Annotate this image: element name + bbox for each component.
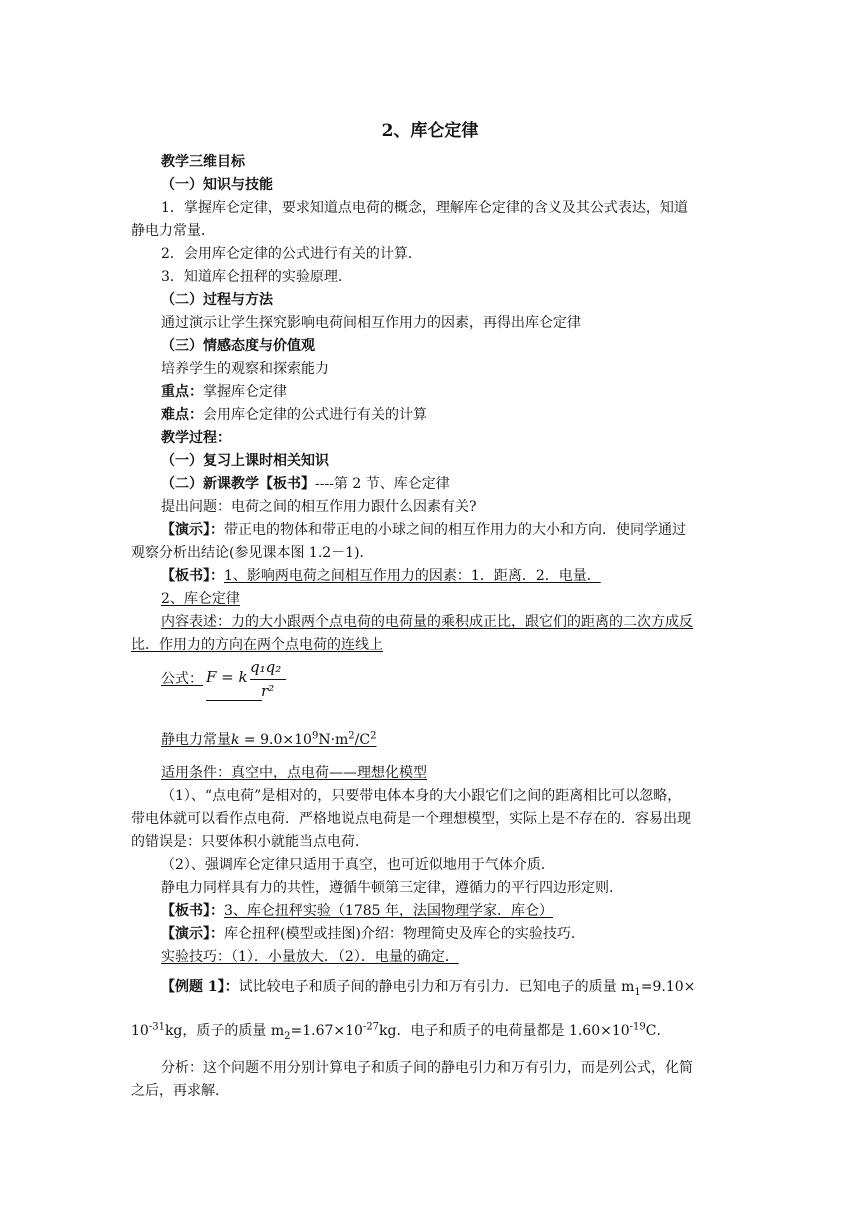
- difficult-point-text: 会用库仑定律的公式进行有关的计算: [203, 407, 427, 423]
- law-heading: 2、库仑定律: [161, 591, 240, 607]
- board-2-label: 【板书】：: [161, 903, 224, 919]
- new-lesson-line: [161, 474, 450, 494]
- demo-2-line: [161, 924, 585, 944]
- note-1-line-c: 的错误是：只要体积小就能当点电荷．: [131, 834, 369, 850]
- fraction-bar: [250, 679, 286, 680]
- skills-line: 实验技巧：（1）．小量放大．（2）．电量的确定．: [161, 949, 459, 965]
- key-point-text: 掌握库仑定律: [203, 384, 287, 400]
- example-b1: 10: [131, 1023, 149, 1039]
- knowledge-skills-heading: （一）知识与技能: [161, 177, 273, 193]
- example-b3: =1.67×10: [290, 1023, 363, 1039]
- objective-1-line-b: 静电力常量．: [131, 223, 215, 239]
- difficult-point: [161, 405, 427, 425]
- example-b1-exp: -31: [148, 1021, 165, 1033]
- objectives-heading: 教学三维目标: [161, 154, 245, 170]
- constant-unit-c: /C: [354, 732, 371, 748]
- process-method-text: 通过演示让学生探究影响电荷间相互作用力的因素，再得出库仑定律: [161, 315, 581, 331]
- note-1-line-b: 带电体就可以看作点电荷．严格地说点电荷是一个理想模型，实际上是不存在的．容易出现: [131, 811, 691, 827]
- key-point: [161, 382, 287, 402]
- example-b2-sub: 2: [284, 1030, 291, 1042]
- constant-exp: 9: [311, 730, 319, 742]
- example-line-b: [131, 1021, 671, 1041]
- emotion-text: 培养学生的观察和探索能力: [161, 361, 329, 377]
- note-1-line-a: （1）、“点电荷”是相对的，只要带电体本身的大小跟它们之间的距离相比可以忽略，: [161, 788, 682, 804]
- objective-1-line-a: 1．掌握库仑定律，要求知道点电荷的概念，理解库仑定律的含义及其公式表达，知道: [161, 200, 688, 216]
- example-b2: kg，质子的质量 m: [164, 1023, 285, 1039]
- demo-2-label: 【演示】：: [161, 926, 224, 942]
- new-lesson-bold: （二）新课教学【板书】: [161, 476, 315, 492]
- formula-lhs: F = k: [206, 668, 248, 686]
- key-point-label: 重点：: [161, 384, 203, 400]
- demo-1-text: 带正电的物体和带正电的小球之间的相互作用力的大小和方向．使同学通过: [224, 522, 686, 538]
- demo-1-line-b: 观察分析出结论(参见课本图 1.2－1)．: [131, 545, 374, 561]
- board-1-label: 【板书】：: [161, 568, 224, 584]
- analysis-line-b: 之后，再求解．: [131, 1083, 229, 1099]
- note-3-line: 静电力同样具有力的共性，遵循牛顿第三定律，遵循力的平行四边形定则．: [161, 880, 623, 896]
- formula-underline: [206, 700, 262, 701]
- content-line-b: 比．作用力的方向在两个点电荷的连线上: [131, 637, 383, 653]
- constant-unit-c-exp: 2: [370, 730, 377, 742]
- example-line-a: [161, 977, 695, 997]
- formula-label: 公式：: [161, 671, 203, 687]
- constant-unit: N·m: [318, 732, 349, 748]
- analysis-line-a: 分析：这个问题不用分别计算电子和质子间的静电引力和万有引力，而是列公式，化简: [161, 1060, 693, 1076]
- example-text-a-tail: =9.10×: [640, 979, 696, 995]
- emotion-heading: （三）情感态度与价值观: [161, 338, 315, 354]
- teaching-process-title: 教学过程：: [161, 430, 231, 446]
- content-line-a: 内容表述：力的大小跟两个点电荷的电荷量的乘积成正比，跟它们的距离的二次方成反: [161, 614, 693, 630]
- constant-prefix: 静电力常量: [161, 732, 231, 748]
- example-text-a: 试比较电子和质子间的静电引力和万有引力．已知电子的质量 m: [238, 979, 635, 995]
- example-b4: kg．电子和质子的电荷量都是 1.60×10: [379, 1023, 630, 1039]
- demo-1-line-a: [161, 520, 686, 540]
- objective-2: 2．会用库仑定律的公式进行有关的计算．: [161, 246, 422, 262]
- example-b5: C．: [645, 1023, 671, 1039]
- process-method-heading: （二）过程与方法: [161, 292, 273, 308]
- board-1-text: 1、影响两电荷之间相互作用力的因素：1．距离．2．电量．: [224, 568, 601, 584]
- formula-denominator: r²: [261, 682, 275, 700]
- objective-3: 3．知道库仑扭秤的实验原理．: [161, 269, 352, 285]
- example-b4-exp: -19: [629, 1021, 646, 1033]
- note-2-line: （2）、强调库仑定律只适用于真空，也可近似地用于气体介质．: [161, 857, 555, 873]
- demo-1-label: 【演示】：: [161, 522, 224, 538]
- review-heading: （一）复习上课时相关知识: [161, 453, 329, 469]
- new-lesson-rest: ----第 2 节、库仑定律: [315, 476, 450, 492]
- formula-numerator: q₁q₂: [250, 658, 282, 676]
- example-b3-exp: -27: [362, 1021, 380, 1033]
- constant-line: [161, 730, 376, 750]
- page-title: 2、库仑定律: [381, 121, 479, 141]
- demo-2-text: 库仑扭秤(模型或挂图)介绍：物理简史及库仑的实验技巧．: [224, 926, 585, 942]
- example-sub-1: 1: [634, 986, 641, 998]
- board-2-text: 3、库仑扭秤实验（1785 年，法国物理学家．库仑）: [224, 903, 553, 919]
- coulomb-formula: [206, 658, 282, 718]
- question-line: 提出问题：电荷之间的相互作用力跟什么因素有关?: [161, 499, 477, 515]
- condition-line: 适用条件：真空中，点电荷——理想化模型: [161, 765, 427, 781]
- constant-value: = 9.0×10: [239, 732, 312, 748]
- board-2-line: [161, 901, 553, 921]
- difficult-point-label: 难点：: [161, 407, 203, 423]
- example-label: 【例题 1】：: [161, 979, 239, 995]
- constant-k: k: [231, 732, 240, 748]
- board-1-line: [161, 566, 601, 586]
- constant-unit-exp: 2: [348, 730, 355, 742]
